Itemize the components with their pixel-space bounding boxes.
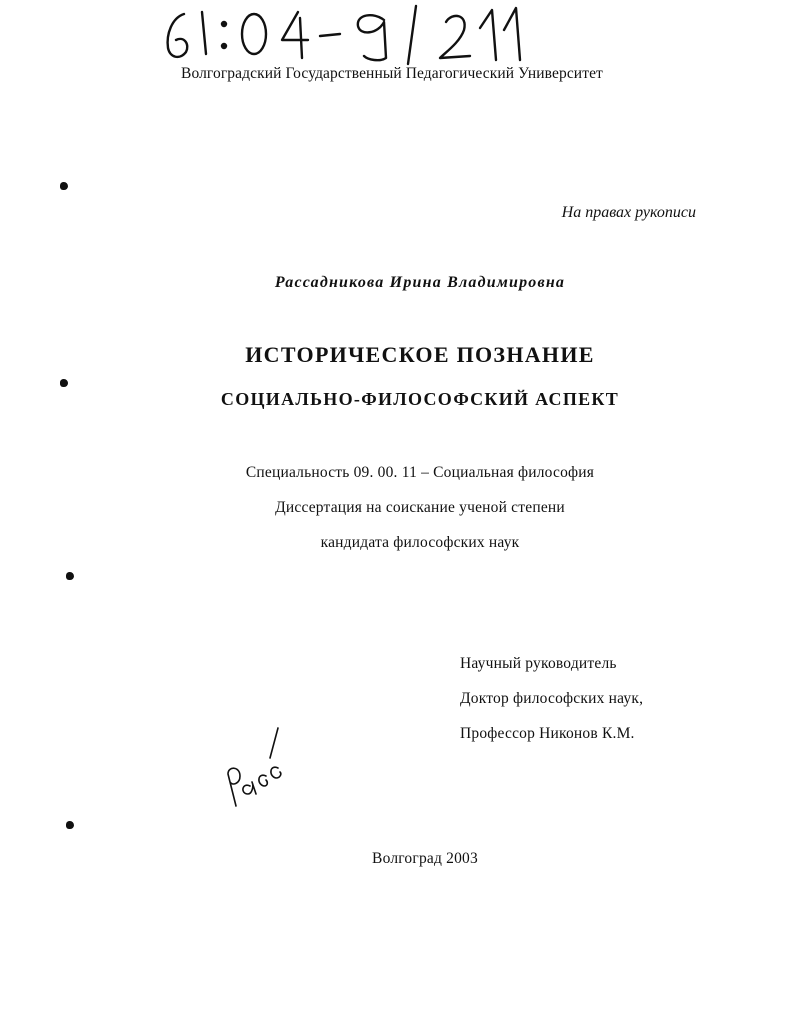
handwritten-archive-code: [158, 0, 538, 70]
scan-speck-mark: [60, 182, 68, 190]
supervisor-name: Профессор Никонов К.М.: [460, 725, 635, 742]
scan-speck-mark: [66, 821, 74, 829]
supervisor-role: Научный руководитель: [460, 655, 617, 672]
scan-speck-mark: [60, 379, 68, 387]
manuscript-rights-note: На правах рукописи: [561, 204, 696, 221]
specialty-line: Специальность 09. 00. 11 – Социальная философия: [245, 464, 595, 481]
dissertation-title: ИСТОРИЧЕСКОЕ ПОЗНАНИЕ: [245, 342, 595, 367]
degree-line: кандидата философских наук: [320, 534, 520, 551]
dissertation-subtitle: СОЦИАЛЬНО-ФИЛОСОФСКИЙ АСПЕКТ: [220, 389, 620, 409]
city-and-year: Волгоград 2003: [372, 850, 478, 867]
author-name: Рассадникова Ирина Владимировна: [274, 274, 566, 291]
scan-speck-mark: [66, 572, 74, 580]
handwritten-signature: [222, 724, 292, 814]
supervisor-degree: Доктор философских наук,: [460, 690, 644, 707]
university-name: Волгоградский Государственный Педагогический Университет: [181, 65, 603, 82]
dissertation-type-line: Диссертация на соискание ученой степени: [275, 499, 565, 516]
